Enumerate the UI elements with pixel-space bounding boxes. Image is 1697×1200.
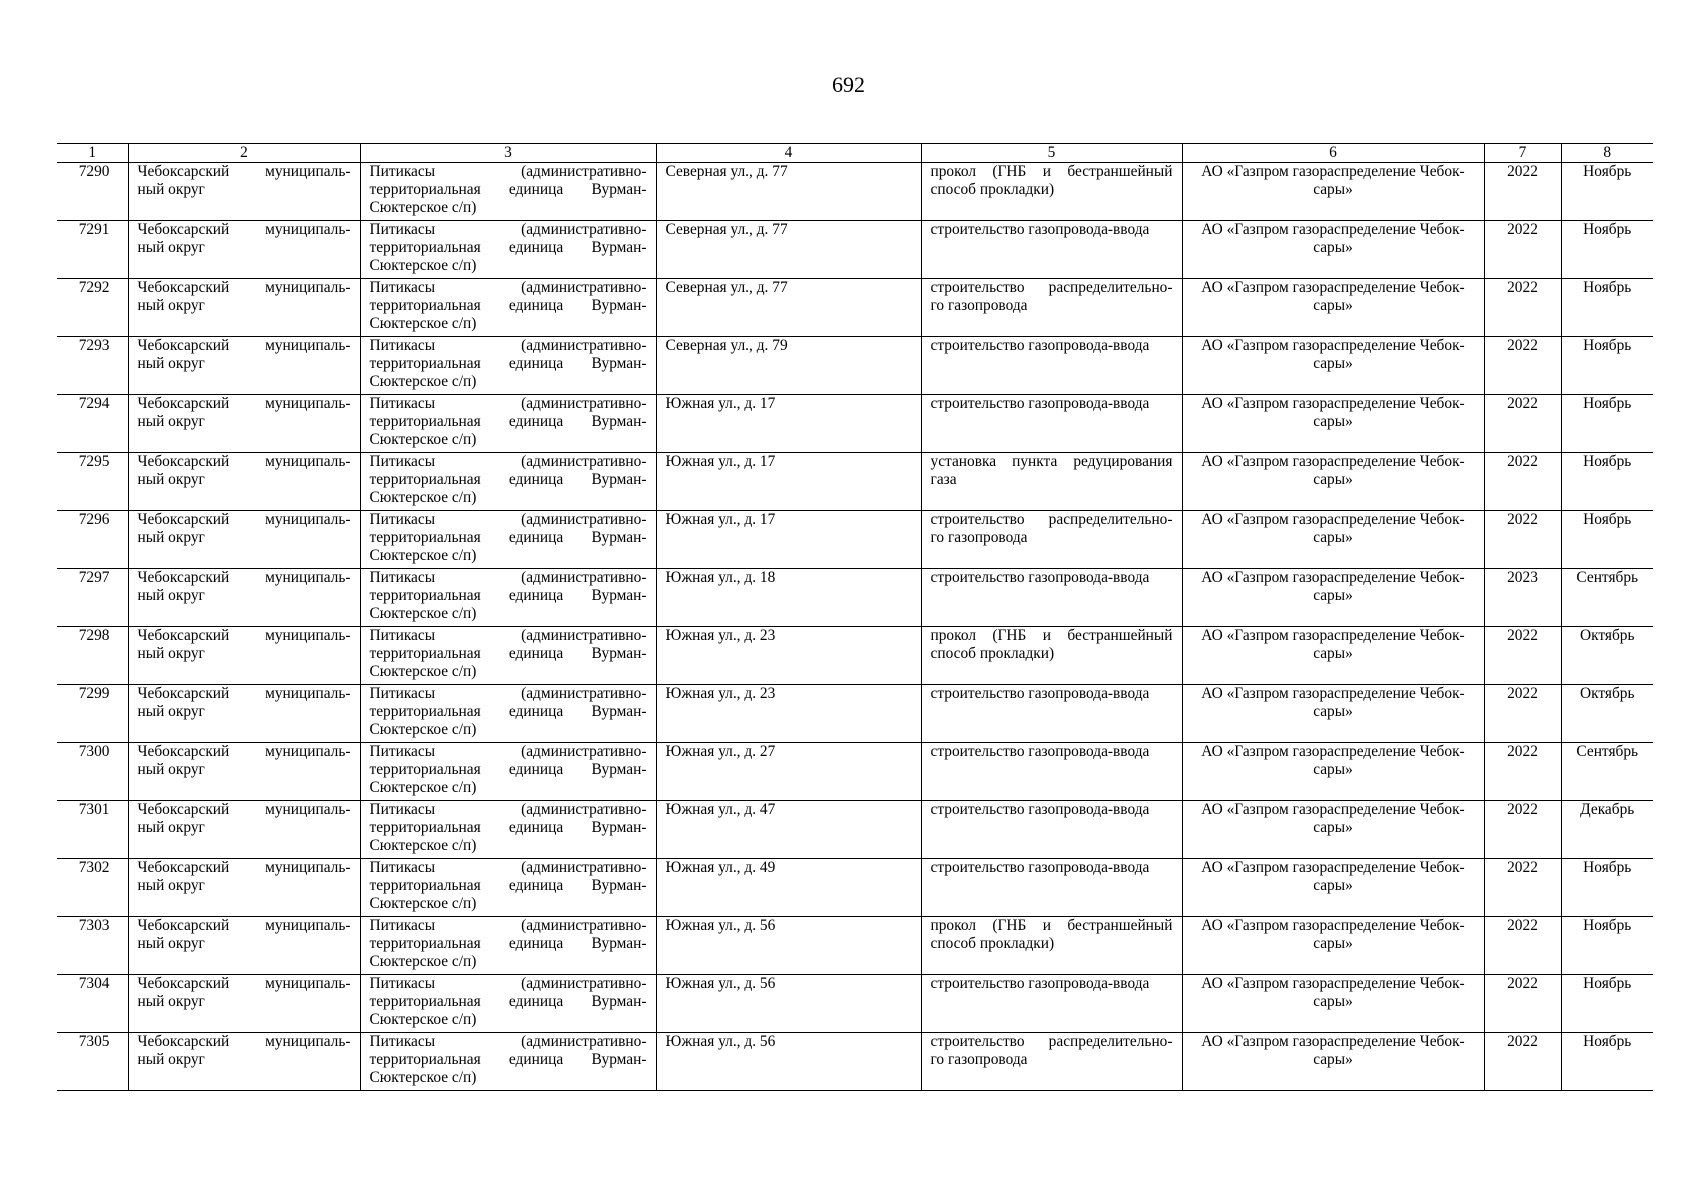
table-row: [57, 569, 1653, 627]
district-line: ный округ: [137, 529, 205, 546]
row-number: 7305: [57, 1033, 128, 1091]
district-cell: [128, 801, 360, 859]
settlement-line: территориальная единица Вурман-: [369, 819, 647, 836]
organization-line: сары»: [1313, 1051, 1353, 1068]
settlement-cell: [360, 627, 656, 685]
district-line: Чебоксарский муниципаль-: [137, 221, 351, 238]
work-type-cell: [921, 511, 1182, 569]
district-cell: [128, 1033, 360, 1091]
settlement-line: Сюктерское с/п): [369, 373, 477, 390]
settlement-line: территориальная единица Вурман-: [369, 1051, 647, 1068]
district-line: ный округ: [137, 587, 205, 604]
district-cell: [128, 395, 360, 453]
row-number: 7297: [57, 569, 128, 627]
settlement-line: Питикасы (административно-: [369, 221, 647, 238]
row-number: 7303: [57, 917, 128, 975]
work-type-line: строительство газопровода-ввода: [930, 395, 1150, 412]
settlement-line: территориальная единица Вурман-: [369, 471, 647, 488]
year-cell: 2022: [1484, 395, 1561, 453]
organization-cell: [1182, 395, 1484, 453]
work-type-line: строительство газопровода-ввода: [930, 337, 1150, 354]
settlement-line: территориальная единица Вурман-: [369, 761, 647, 778]
work-type-line: строительство распределительно-: [930, 511, 1173, 528]
month-cell: Ноябрь: [1561, 1033, 1653, 1091]
settlement-line: Сюктерское с/п): [369, 1069, 477, 1086]
work-type-line: установка пункта редуцирования: [930, 453, 1173, 470]
district-line: ный округ: [137, 993, 205, 1010]
organization-line: сары»: [1313, 935, 1353, 952]
settlement-line: территориальная единица Вурман-: [369, 703, 647, 720]
district-line: Чебоксарский муниципаль-: [137, 627, 351, 644]
settlement-cell: [360, 801, 656, 859]
year-cell: 2022: [1484, 221, 1561, 279]
organization-line: сары»: [1313, 239, 1353, 256]
organization-line: АО «Газпром газораспределение Чебок-: [1201, 627, 1465, 644]
district-cell: [128, 279, 360, 337]
table-row: [57, 221, 1653, 279]
month-cell: Ноябрь: [1561, 859, 1653, 917]
work-type-cell: [921, 801, 1182, 859]
organization-cell: [1182, 511, 1484, 569]
month-cell: Ноябрь: [1561, 395, 1653, 453]
organization-cell: [1182, 163, 1484, 221]
year-cell: 2022: [1484, 917, 1561, 975]
month-cell: Декабрь: [1561, 801, 1653, 859]
year-cell: 2023: [1484, 569, 1561, 627]
settlement-cell: [360, 569, 656, 627]
table-row: [57, 511, 1653, 569]
year-cell: 2022: [1484, 163, 1561, 221]
settlement-line: Питикасы (административно-: [369, 627, 647, 644]
table-row: [57, 1033, 1653, 1091]
district-line: Чебоксарский муниципаль-: [137, 1033, 351, 1050]
work-type-cell: [921, 1033, 1182, 1091]
row-number: 7292: [57, 279, 128, 337]
work-type-cell: [921, 221, 1182, 279]
district-line: ный округ: [137, 413, 205, 430]
settlement-line: Сюктерское с/п): [369, 779, 477, 796]
organization-line: АО «Газпром газораспределение Чебок-: [1201, 221, 1465, 238]
work-type-line: строительство газопровода-ввода: [930, 685, 1150, 702]
district-line: ный округ: [137, 703, 205, 720]
column-header: 1: [57, 144, 128, 163]
settlement-line: Питикасы (административно-: [369, 453, 647, 470]
column-header: 8: [1561, 144, 1653, 163]
settlement-line: Питикасы (административно-: [369, 917, 647, 934]
district-cell: [128, 627, 360, 685]
table-row: [57, 395, 1653, 453]
row-number: 7300: [57, 743, 128, 801]
work-type-line: строительство газопровода-ввода: [930, 975, 1150, 992]
organization-line: АО «Газпром газораспределение Чебок-: [1201, 685, 1465, 702]
column-header: 5: [921, 144, 1182, 163]
settlement-line: Сюктерское с/п): [369, 605, 477, 622]
address-cell: Южная ул., д. 49: [656, 859, 921, 917]
gasification-table: [57, 143, 1653, 1091]
row-number: 7293: [57, 337, 128, 395]
work-type-line: прокол (ГНБ и бестраншейный: [930, 917, 1173, 934]
settlement-line: территориальная единица Вурман-: [369, 297, 647, 314]
year-cell: 2022: [1484, 279, 1561, 337]
organization-cell: [1182, 627, 1484, 685]
column-header: 2: [128, 144, 360, 163]
address-cell: Южная ул., д. 17: [656, 395, 921, 453]
work-type-cell: [921, 917, 1182, 975]
district-line: Чебоксарский муниципаль-: [137, 511, 351, 528]
district-line: Чебоксарский муниципаль-: [137, 801, 351, 818]
settlement-line: Сюктерское с/п): [369, 721, 477, 738]
organization-line: АО «Газпром газораспределение Чебок-: [1201, 859, 1465, 876]
settlement-line: Сюктерское с/п): [369, 431, 477, 448]
month-cell: Октябрь: [1561, 685, 1653, 743]
settlement-line: Питикасы (административно-: [369, 743, 647, 760]
district-line: Чебоксарский муниципаль-: [137, 917, 351, 934]
row-number: 7299: [57, 685, 128, 743]
year-cell: 2022: [1484, 859, 1561, 917]
work-type-cell: [921, 395, 1182, 453]
work-type-cell: [921, 975, 1182, 1033]
organization-line: сары»: [1313, 181, 1353, 198]
year-cell: 2022: [1484, 453, 1561, 511]
work-type-line: го газопровода: [930, 529, 1028, 546]
work-type-line: строительство распределительно-: [930, 1033, 1173, 1050]
district-cell: [128, 743, 360, 801]
work-type-line: строительство газопровода-ввода: [930, 859, 1150, 876]
address-cell: Северная ул., д. 77: [656, 279, 921, 337]
row-number: 7301: [57, 801, 128, 859]
table-row: [57, 859, 1653, 917]
month-cell: Сентябрь: [1561, 743, 1653, 801]
settlement-cell: [360, 859, 656, 917]
settlement-line: Сюктерское с/п): [369, 315, 477, 332]
organization-cell: [1182, 859, 1484, 917]
address-cell: Северная ул., д. 77: [656, 163, 921, 221]
address-cell: Северная ул., д. 79: [656, 337, 921, 395]
work-type-line: прокол (ГНБ и бестраншейный: [930, 163, 1173, 180]
table-row: [57, 163, 1653, 221]
organization-cell: [1182, 221, 1484, 279]
work-type-cell: [921, 279, 1182, 337]
settlement-line: территориальная единица Вурман-: [369, 239, 647, 256]
month-cell: Ноябрь: [1561, 975, 1653, 1033]
work-type-line: способ прокладки): [930, 935, 1055, 952]
settlement-line: Питикасы (административно-: [369, 975, 647, 992]
work-type-line: способ прокладки): [930, 645, 1055, 662]
table-row: [57, 917, 1653, 975]
settlement-line: Сюктерское с/п): [369, 663, 477, 680]
table-row: [57, 453, 1653, 511]
table-row: [57, 743, 1653, 801]
settlement-line: Сюктерское с/п): [369, 1011, 477, 1028]
work-type-cell: [921, 685, 1182, 743]
work-type-line: го газопровода: [930, 297, 1028, 314]
district-line: ный округ: [137, 1051, 205, 1068]
organization-line: сары»: [1313, 993, 1353, 1010]
month-cell: Ноябрь: [1561, 917, 1653, 975]
month-cell: Ноябрь: [1561, 221, 1653, 279]
settlement-line: Питикасы (административно-: [369, 163, 647, 180]
address-cell: Северная ул., д. 77: [656, 221, 921, 279]
organization-cell: [1182, 569, 1484, 627]
organization-cell: [1182, 743, 1484, 801]
organization-line: АО «Газпром газораспределение Чебок-: [1201, 163, 1465, 180]
settlement-cell: [360, 743, 656, 801]
district-line: ный округ: [137, 935, 205, 952]
organization-line: АО «Газпром газораспределение Чебок-: [1201, 453, 1465, 470]
organization-line: сары»: [1313, 355, 1353, 372]
organization-cell: [1182, 337, 1484, 395]
district-line: ный округ: [137, 761, 205, 778]
organization-line: сары»: [1313, 645, 1353, 662]
settlement-line: территориальная единица Вурман-: [369, 645, 647, 662]
settlement-line: Сюктерское с/п): [369, 257, 477, 274]
column-header: 3: [360, 144, 656, 163]
settlement-cell: [360, 975, 656, 1033]
district-line: ный округ: [137, 239, 205, 256]
row-number: 7290: [57, 163, 128, 221]
district-line: ный округ: [137, 355, 205, 372]
address-cell: Южная ул., д. 56: [656, 917, 921, 975]
settlement-line: Сюктерское с/п): [369, 489, 477, 506]
district-cell: [128, 569, 360, 627]
address-cell: Южная ул., д. 17: [656, 453, 921, 511]
organization-cell: [1182, 917, 1484, 975]
district-cell: [128, 511, 360, 569]
month-cell: Ноябрь: [1561, 511, 1653, 569]
address-cell: Южная ул., д. 23: [656, 627, 921, 685]
row-number: 7302: [57, 859, 128, 917]
year-cell: 2022: [1484, 337, 1561, 395]
address-cell: Южная ул., д. 27: [656, 743, 921, 801]
year-cell: 2022: [1484, 975, 1561, 1033]
organization-line: АО «Газпром газораспределение Чебок-: [1201, 279, 1465, 296]
address-cell: Южная ул., д. 56: [656, 1033, 921, 1091]
settlement-cell: [360, 279, 656, 337]
organization-line: сары»: [1313, 703, 1353, 720]
organization-line: сары»: [1313, 877, 1353, 894]
district-line: Чебоксарский муниципаль-: [137, 859, 351, 876]
district-line: ный округ: [137, 181, 205, 198]
month-cell: Ноябрь: [1561, 337, 1653, 395]
district-line: Чебоксарский муниципаль-: [137, 685, 351, 702]
work-type-line: го газопровода: [930, 1051, 1028, 1068]
work-type-cell: [921, 859, 1182, 917]
work-type-cell: [921, 569, 1182, 627]
settlement-cell: [360, 511, 656, 569]
year-cell: 2022: [1484, 801, 1561, 859]
settlement-line: Питикасы (административно-: [369, 395, 647, 412]
settlement-line: Питикасы (административно-: [369, 1033, 647, 1050]
column-header: 7: [1484, 144, 1561, 163]
settlement-line: Питикасы (административно-: [369, 569, 647, 586]
organization-cell: [1182, 279, 1484, 337]
year-cell: 2022: [1484, 627, 1561, 685]
settlement-line: территориальная единица Вурман-: [369, 181, 647, 198]
organization-cell: [1182, 685, 1484, 743]
row-number: 7296: [57, 511, 128, 569]
district-line: ный округ: [137, 819, 205, 836]
settlement-line: Питикасы (административно-: [369, 801, 647, 818]
settlement-line: территориальная единица Вурман-: [369, 935, 647, 952]
district-line: ный округ: [137, 877, 205, 894]
table-row: [57, 685, 1653, 743]
address-cell: Южная ул., д. 47: [656, 801, 921, 859]
organization-cell: [1182, 453, 1484, 511]
year-cell: 2022: [1484, 743, 1561, 801]
month-cell: Ноябрь: [1561, 163, 1653, 221]
work-type-cell: [921, 337, 1182, 395]
column-number-row: [57, 144, 1653, 163]
settlement-cell: [360, 453, 656, 511]
work-type-line: строительство газопровода-ввода: [930, 569, 1150, 586]
address-cell: Южная ул., д. 18: [656, 569, 921, 627]
settlement-line: территориальная единица Вурман-: [369, 587, 647, 604]
district-line: Чебоксарский муниципаль-: [137, 337, 351, 354]
row-number: 7291: [57, 221, 128, 279]
address-cell: Южная ул., д. 23: [656, 685, 921, 743]
settlement-line: Питикасы (административно-: [369, 859, 647, 876]
page-number: 692: [832, 72, 865, 97]
work-type-line: способ прокладки): [930, 181, 1055, 198]
table-row: [57, 337, 1653, 395]
district-line: Чебоксарский муниципаль-: [137, 743, 351, 760]
organization-line: сары»: [1313, 761, 1353, 778]
district-line: Чебоксарский муниципаль-: [137, 453, 351, 470]
organization-line: АО «Газпром газораспределение Чебок-: [1201, 917, 1465, 934]
work-type-cell: [921, 743, 1182, 801]
work-type-cell: [921, 453, 1182, 511]
settlement-cell: [360, 163, 656, 221]
settlement-line: Сюктерское с/п): [369, 895, 477, 912]
year-cell: 2022: [1484, 511, 1561, 569]
table-row: [57, 975, 1653, 1033]
work-type-line: газа: [930, 471, 957, 488]
settlement-line: территориальная единица Вурман-: [369, 993, 647, 1010]
settlement-cell: [360, 685, 656, 743]
organization-line: сары»: [1313, 297, 1353, 314]
organization-line: АО «Газпром газораспределение Чебок-: [1201, 395, 1465, 412]
settlement-line: Питикасы (административно-: [369, 685, 647, 702]
organization-line: АО «Газпром газораспределение Чебок-: [1201, 743, 1465, 760]
organization-line: сары»: [1313, 819, 1353, 836]
settlement-line: территориальная единица Вурман-: [369, 355, 647, 372]
row-number: 7298: [57, 627, 128, 685]
district-cell: [128, 163, 360, 221]
year-cell: 2022: [1484, 1033, 1561, 1091]
settlement-line: Питикасы (административно-: [369, 279, 647, 296]
organization-line: АО «Газпром газораспределение Чебок-: [1201, 569, 1465, 586]
settlement-line: территориальная единица Вурман-: [369, 877, 647, 894]
organization-line: АО «Газпром газораспределение Чебок-: [1201, 975, 1465, 992]
organization-line: АО «Газпром газораспределение Чебок-: [1201, 337, 1465, 354]
column-header: 6: [1182, 144, 1484, 163]
settlement-cell: [360, 917, 656, 975]
table-row: [57, 627, 1653, 685]
work-type-cell: [921, 627, 1182, 685]
organization-line: сары»: [1313, 471, 1353, 488]
address-cell: Южная ул., д. 56: [656, 975, 921, 1033]
organization-line: сары»: [1313, 413, 1353, 430]
settlement-line: территориальная единица Вурман-: [369, 413, 647, 430]
address-cell: Южная ул., д. 17: [656, 511, 921, 569]
organization-line: АО «Газпром газораспределение Чебок-: [1201, 1033, 1465, 1050]
district-cell: [128, 975, 360, 1033]
settlement-line: Сюктерское с/п): [369, 547, 477, 564]
district-line: ный округ: [137, 471, 205, 488]
organization-line: сары»: [1313, 529, 1353, 546]
settlement-line: территориальная единица Вурман-: [369, 529, 647, 546]
organization-cell: [1182, 975, 1484, 1033]
month-cell: Ноябрь: [1561, 279, 1653, 337]
settlement-cell: [360, 337, 656, 395]
work-type-cell: [921, 163, 1182, 221]
district-line: Чебоксарский муниципаль-: [137, 395, 351, 412]
organization-line: АО «Газпром газораспределение Чебок-: [1201, 511, 1465, 528]
settlement-cell: [360, 395, 656, 453]
organization-cell: [1182, 801, 1484, 859]
row-number: 7294: [57, 395, 128, 453]
table-row: [57, 279, 1653, 337]
district-cell: [128, 917, 360, 975]
organization-line: сары»: [1313, 587, 1353, 604]
month-cell: Сентябрь: [1561, 569, 1653, 627]
month-cell: Ноябрь: [1561, 453, 1653, 511]
table-row: [57, 801, 1653, 859]
settlement-line: Сюктерское с/п): [369, 953, 477, 970]
organization-line: АО «Газпром газораспределение Чебок-: [1201, 801, 1465, 818]
settlement-line: Сюктерское с/п): [369, 199, 477, 216]
district-line: Чебоксарский муниципаль-: [137, 975, 351, 992]
district-line: Чебоксарский муниципаль-: [137, 569, 351, 586]
settlement-line: Сюктерское с/п): [369, 837, 477, 854]
settlement-line: Питикасы (административно-: [369, 337, 647, 354]
work-type-line: прокол (ГНБ и бестраншейный: [930, 627, 1173, 644]
work-type-line: строительство распределительно-: [930, 279, 1173, 296]
district-cell: [128, 685, 360, 743]
work-type-line: строительство газопровода-ввода: [930, 743, 1150, 760]
district-cell: [128, 859, 360, 917]
year-cell: 2022: [1484, 685, 1561, 743]
district-line: ный округ: [137, 645, 205, 662]
column-header: 4: [656, 144, 921, 163]
row-number: 7295: [57, 453, 128, 511]
row-number: 7304: [57, 975, 128, 1033]
district-cell: [128, 337, 360, 395]
settlement-cell: [360, 221, 656, 279]
work-type-line: строительство газопровода-ввода: [930, 221, 1150, 238]
month-cell: Октябрь: [1561, 627, 1653, 685]
district-cell: [128, 221, 360, 279]
organization-cell: [1182, 1033, 1484, 1091]
district-line: Чебоксарский муниципаль-: [137, 279, 351, 296]
district-cell: [128, 453, 360, 511]
settlement-cell: [360, 1033, 656, 1091]
settlement-line: Питикасы (административно-: [369, 511, 647, 528]
work-type-line: строительство газопровода-ввода: [930, 801, 1150, 818]
district-line: ный округ: [137, 297, 205, 314]
district-line: Чебоксарский муниципаль-: [137, 163, 351, 180]
